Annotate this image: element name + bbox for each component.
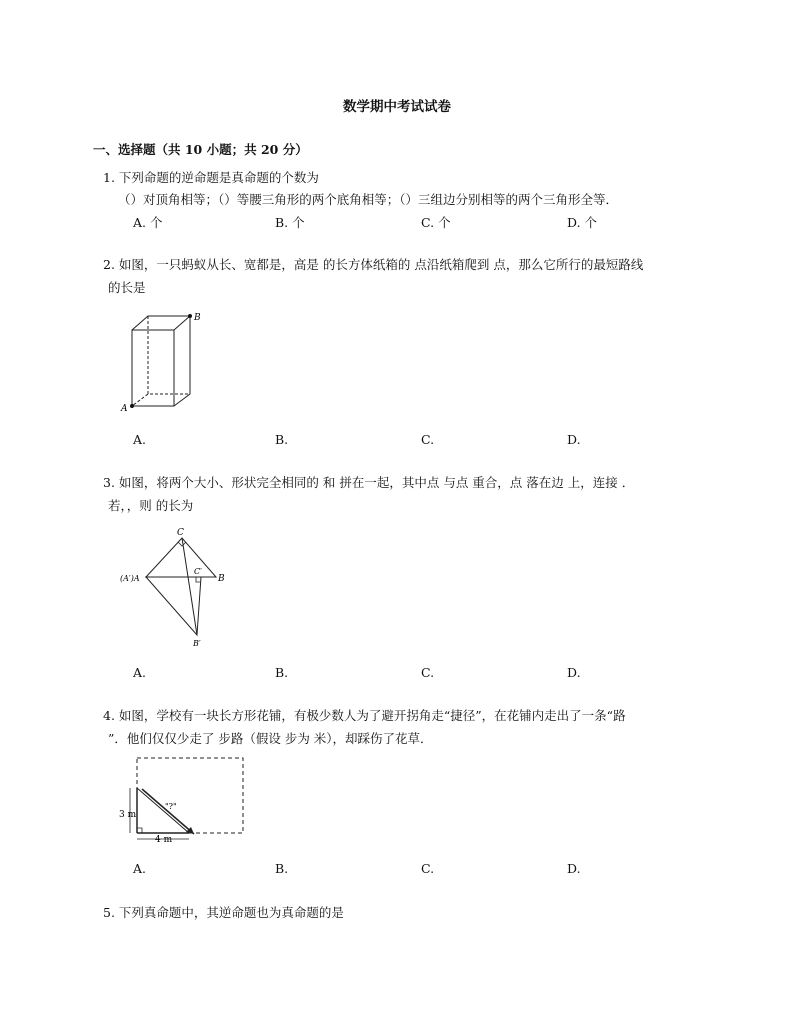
q4-stem-cont: ”．他们仅仅少走了 步路（假设 步为 米），却踩伤了花草．	[108, 731, 433, 746]
label-question-path: "?"	[165, 802, 177, 811]
label-b-prime: B′	[193, 639, 201, 648]
q1-option-d[interactable]: D. 个	[567, 215, 598, 230]
q4-option-d[interactable]: D.	[567, 861, 581, 876]
q2-cuboid-figure	[118, 308, 208, 416]
q3-triangles-figure	[118, 526, 233, 651]
q4-option-a[interactable]: A.	[133, 861, 147, 876]
q2-option-c[interactable]: C.	[421, 432, 435, 447]
label-c: C	[177, 528, 184, 538]
section-heading: 一、选择题（共 10 小题；共 20 分）	[93, 142, 308, 157]
q1-option-c[interactable]: C. 个	[421, 215, 451, 230]
q5-stem: 5. 下列真命题中，其逆命题也为真命题的是	[103, 905, 344, 920]
q4-flowerbed-figure	[118, 755, 253, 847]
label-3m: 3 m	[119, 810, 137, 820]
q2-option-d[interactable]: D.	[567, 432, 581, 447]
label-a-prime: (A′)A	[120, 574, 140, 583]
q3-option-b[interactable]: B.	[275, 665, 289, 680]
q4-option-c[interactable]: C.	[421, 861, 435, 876]
q4-option-b[interactable]: B.	[275, 861, 289, 876]
label-4m: 4 m	[155, 835, 173, 845]
q2-stem-cont: 的长是	[108, 280, 146, 295]
page-title: 数学期中考试试卷	[343, 99, 451, 115]
q1-option-a[interactable]: A. 个	[133, 215, 163, 230]
q2-stem: 2. 如图，一只蚂蚁从长、宽都是，高是 的长方体纸箱的 点沿纸箱爬到 点，那么它所行的最短路线	[103, 257, 644, 272]
q3-stem: 3. 如图，将两个大小、形状完全相同的 和 拼在一起，其中点 与点 重合，点 落在边 上，连接 ．	[103, 475, 635, 490]
label-c-prime: C′	[194, 567, 202, 576]
label-a: A	[121, 404, 128, 414]
q3-option-d[interactable]: D.	[567, 665, 581, 680]
q3-option-a[interactable]: A.	[133, 665, 147, 680]
label-b: B	[194, 313, 201, 323]
q1-stem: 1. 下列命题的逆命题是真命题的个数为	[103, 170, 319, 185]
q2-option-b[interactable]: B.	[275, 432, 289, 447]
q3-option-c[interactable]: C.	[421, 665, 435, 680]
q4-stem: 4. 如图，学校有一块长方形花铺，有极少数人为了避开拐角走“捷径”，在花铺内走出了一条“路	[103, 708, 626, 723]
label-b: B	[218, 574, 225, 584]
q3-stem-cont: 若，，则 的长为	[108, 498, 194, 513]
q1-statements: （）对顶角相等；（）等腰三角形的两个底角相等；（）三组边分别相等的两个三角形全等．	[118, 192, 619, 207]
q2-option-a[interactable]: A.	[133, 432, 147, 447]
q1-option-b[interactable]: B. 个	[275, 215, 305, 230]
